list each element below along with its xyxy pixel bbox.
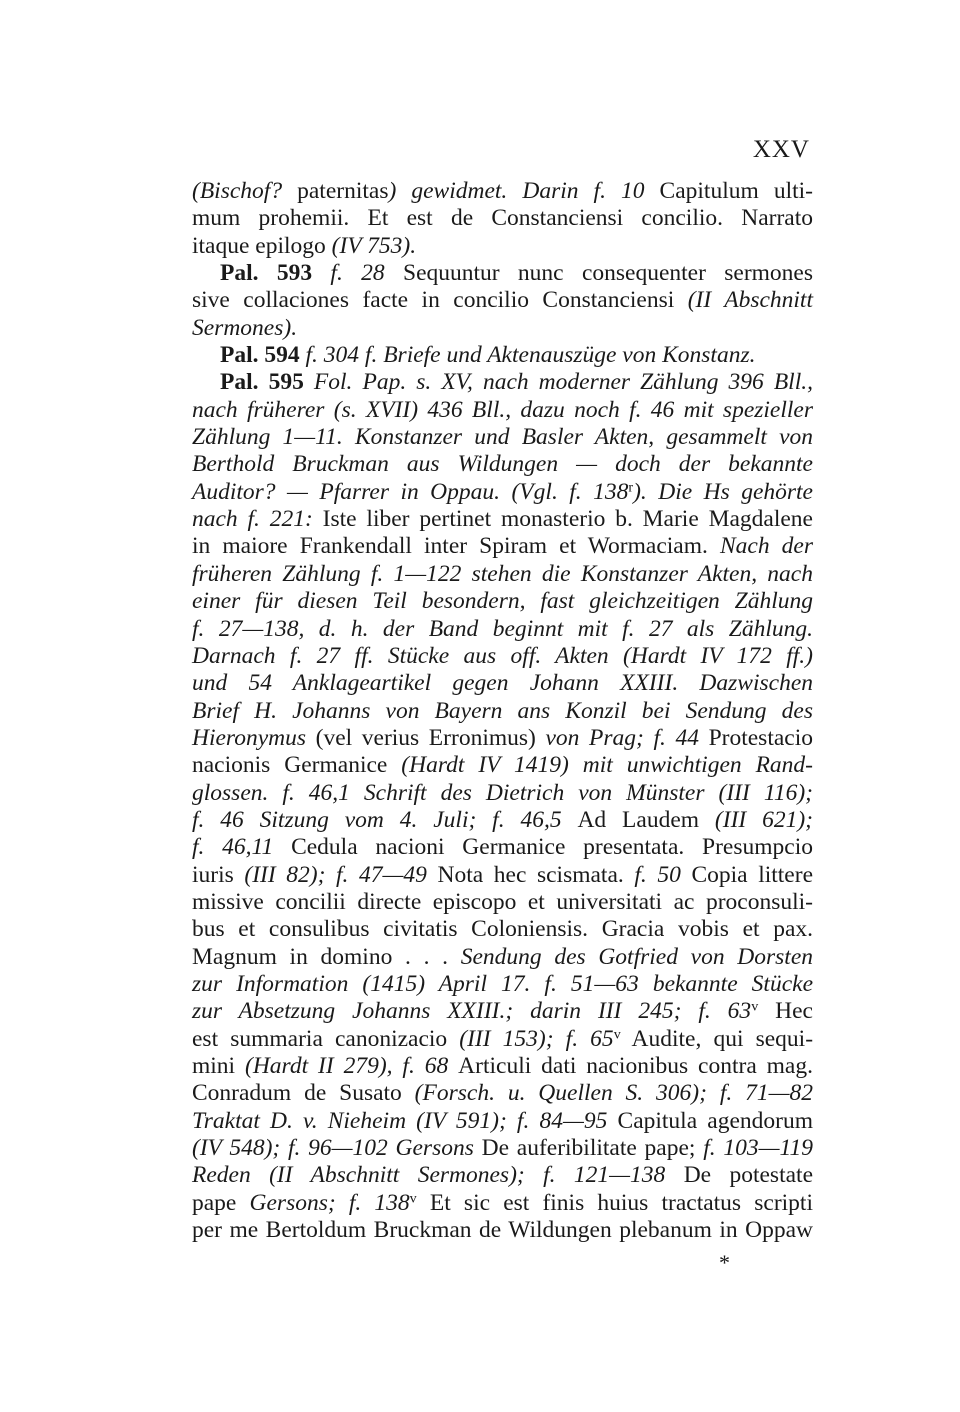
text-segment: nacionis Germanice — [192, 752, 402, 779]
text-segment: f. 27—138, d. h. der Band beginnt mit f. 27 als Zählung. — [192, 615, 813, 642]
text-line — [192, 1080, 813, 1107]
text-line — [192, 205, 813, 232]
text-line — [192, 342, 813, 369]
text-line — [192, 451, 813, 478]
text-segment: Ad Laudem — [577, 806, 715, 833]
text-segment: Gersons; f. 138 — [249, 1189, 410, 1216]
text-segment: pape — [192, 1189, 250, 1216]
text-line — [192, 479, 813, 506]
body-text — [192, 178, 813, 1244]
text-line — [192, 998, 813, 1025]
text-line — [192, 287, 813, 314]
text-segment: iuris — [192, 861, 245, 888]
text-segment: nach früherer (s. XVII) 436 Bll., dazu noch f. 46 mit spezieller — [192, 396, 813, 423]
text-segment: est summaria canonizacio — [192, 1025, 460, 1052]
text-line — [192, 233, 813, 260]
text-segment: Protestacio — [708, 724, 813, 751]
text-segment: paternitas — [297, 178, 389, 204]
text-line — [192, 670, 813, 697]
text-segment: f. 28 — [330, 260, 403, 287]
text-segment: f. 46 Sitzung vom 4. Juli; f. 46,5 — [192, 806, 578, 833]
text-segment: De potestate — [683, 1162, 813, 1189]
text-segment: (Hardt II 279), f. 68 — [245, 1053, 459, 1079]
text-segment: mum prohemii. Et est de Constanciensi concilio. Narrato — [192, 205, 813, 232]
text-segment: Sermones). — [192, 314, 298, 341]
page-number: XXV — [752, 136, 810, 163]
text-line — [192, 533, 813, 560]
text-segment: Auditor? — Pfarrer in Oppau. (Vgl. f. 138 — [192, 478, 629, 505]
text-line — [192, 1135, 813, 1162]
text-line — [192, 178, 813, 205]
text-line — [192, 424, 813, 451]
text-segment: und 54 Anklageartikel gegen Johann XXIII. Dazwischen — [192, 670, 813, 697]
text-line — [192, 752, 813, 779]
superscript: v — [613, 1025, 621, 1042]
text-segment: Articuli dati nacionibus contra mag. — [458, 1053, 813, 1079]
text-segment: in maiore Frankendall inter Spiram et Wormaciam. — [192, 533, 720, 560]
text-segment: missive concilii directe episcopo et universitati ac proconsuli- — [192, 888, 813, 915]
text-line — [192, 260, 813, 287]
text-line — [192, 1190, 813, 1217]
footnote-marker: * — [719, 1250, 730, 1275]
superscript: r — [628, 479, 634, 496]
text-segment: (vel verius Erronimus) — [315, 724, 546, 751]
text-segment: per me Bertoldum Bruckman de Wildungen plebanum in Oppaw — [192, 1217, 813, 1244]
text-segment: Zählung 1—11. Konstanzer und Basler Akten, gesammelt von — [192, 424, 813, 451]
text-segment: ) gewidmet. Darin f. 10 — [388, 178, 660, 204]
text-segment: Pal. 595 — [220, 369, 314, 396]
text-segment: (IV 753). — [331, 232, 417, 259]
text-segment: Berthold Bruckman aus Wildungen — doch der bekannte — [192, 451, 813, 478]
text-line — [192, 862, 813, 889]
text-line — [192, 315, 813, 342]
text-segment: f. 304 f. Briefe und Aktenauszüge von Konstanz. — [305, 342, 756, 369]
text-segment: (II Abschnitt — [687, 287, 813, 314]
text-segment: ). Die Hs gehörte — [633, 478, 813, 505]
text-segment: Conradum de Susato — [192, 1080, 415, 1107]
text-segment: (Bischof? — [192, 178, 298, 204]
text-segment: Fol. Pap. s. XV, nach moderner Zählung 396 Bll., — [313, 369, 813, 396]
text-segment: Iste liber pertinet monasterio b. Marie Magdalene — [322, 506, 813, 533]
text-segment: bus et consulibus civitatis Coloniensis. Gracia vobis et pax. — [192, 916, 813, 943]
text-segment: De auferibilitate pape; — [481, 1135, 704, 1162]
text-segment: Copia littere — [691, 861, 813, 888]
text-line — [192, 834, 813, 861]
text-line — [192, 698, 813, 725]
text-line — [192, 780, 813, 807]
text-segment: f. 46,11 — [192, 834, 292, 861]
text-line — [192, 807, 813, 834]
text-segment: zur Information (1415) April 17. f. 51—63 bekannte Stücke — [192, 970, 813, 997]
text-segment: Reden (II Abschnitt Sermones); f. 121—138 — [192, 1162, 684, 1189]
text-segment: Sequuntur nunc consequenter sermones — [403, 260, 814, 287]
text-segment: mini — [192, 1053, 245, 1079]
text-segment: Capitulum ulti- — [659, 178, 813, 204]
text-line — [192, 369, 813, 396]
text-segment: einer für diesen Teil besondern, fast gleichzeitigen Zählung — [192, 588, 813, 615]
text-segment: Magnum in domino . . . — [192, 943, 461, 970]
text-line — [192, 1026, 813, 1053]
text-segment: f. 50 — [634, 861, 692, 888]
text-segment: (Hardt IV 1419) mit unwichtigen Rand- — [401, 752, 814, 779]
text-segment: nach f. 221: — [192, 506, 323, 533]
text-line — [192, 1162, 813, 1189]
text-segment: (IV 548); f. 96—102 Gersons — [192, 1135, 482, 1162]
text-line — [192, 944, 813, 971]
text-line — [192, 588, 813, 615]
text-line — [192, 1217, 813, 1244]
text-segment: Pal. 593 — [220, 260, 331, 287]
text-line — [192, 561, 813, 588]
text-segment: (III 621); — [714, 806, 813, 833]
superscript: v — [751, 998, 759, 1015]
text-line — [192, 725, 813, 752]
text-segment: von Prag; f. 44 — [545, 724, 709, 751]
text-segment: Hec — [758, 998, 813, 1025]
text-segment: itaque epilogo — [192, 232, 332, 259]
text-segment: Audite, qui sequi- — [620, 1025, 814, 1052]
text-segment: Hieronymus — [192, 724, 316, 751]
text-segment: Darnach f. 27 ff. Stücke aus off. Akten (Hardt IV 172 ff.) — [192, 642, 813, 669]
text-line — [192, 643, 813, 670]
text-segment: früheren Zählung f. 1—122 stehen die Konstanzer Akten, nach — [192, 560, 813, 587]
text-segment: (III 82); f. 47—49 — [244, 861, 438, 888]
text-line — [192, 1108, 813, 1135]
text-segment: Nach der — [719, 533, 813, 560]
text-segment: Brief H. Johanns von Bayern ans Konzil bei Sendung des — [192, 697, 813, 724]
text-segment: (III 153); f. 65 — [459, 1025, 614, 1052]
text-segment: f. 103—119 — [703, 1135, 814, 1162]
text-segment: Traktat D. v. Nieheim (IV 591); f. 84—95 — [192, 1107, 618, 1134]
text-line — [192, 1053, 813, 1080]
text-segment: Et sic est finis huius tractatus scripti — [416, 1189, 813, 1216]
text-segment: zur Absetzung Johanns XXIII.; darin III 245; f. 63 — [192, 998, 752, 1025]
superscript: v — [409, 1189, 417, 1206]
text-segment: sive collaciones facte in concilio Constanciensi — [192, 287, 688, 314]
text-segment: Sendung des Gotfried von Dorsten — [460, 943, 813, 970]
text-line — [192, 971, 813, 998]
text-line — [192, 916, 813, 943]
text-segment: (Forsch. u. Quellen S. 306); f. 71—82 — [414, 1080, 813, 1107]
text-segment: Nota hec scismata. — [437, 861, 635, 888]
text-line — [192, 506, 813, 533]
text-segment: Pal. 594 — [220, 342, 306, 369]
text-segment: Cedula nacioni Germanice presentata. Presumpcio — [291, 834, 813, 861]
text-segment: Capitula agendorum — [617, 1107, 813, 1134]
text-segment: glossen. f. 46,1 Schrift des Dietrich von Münster (III 116); — [192, 779, 813, 806]
text-line — [192, 397, 813, 424]
text-line — [192, 616, 813, 643]
text-line — [192, 889, 813, 916]
